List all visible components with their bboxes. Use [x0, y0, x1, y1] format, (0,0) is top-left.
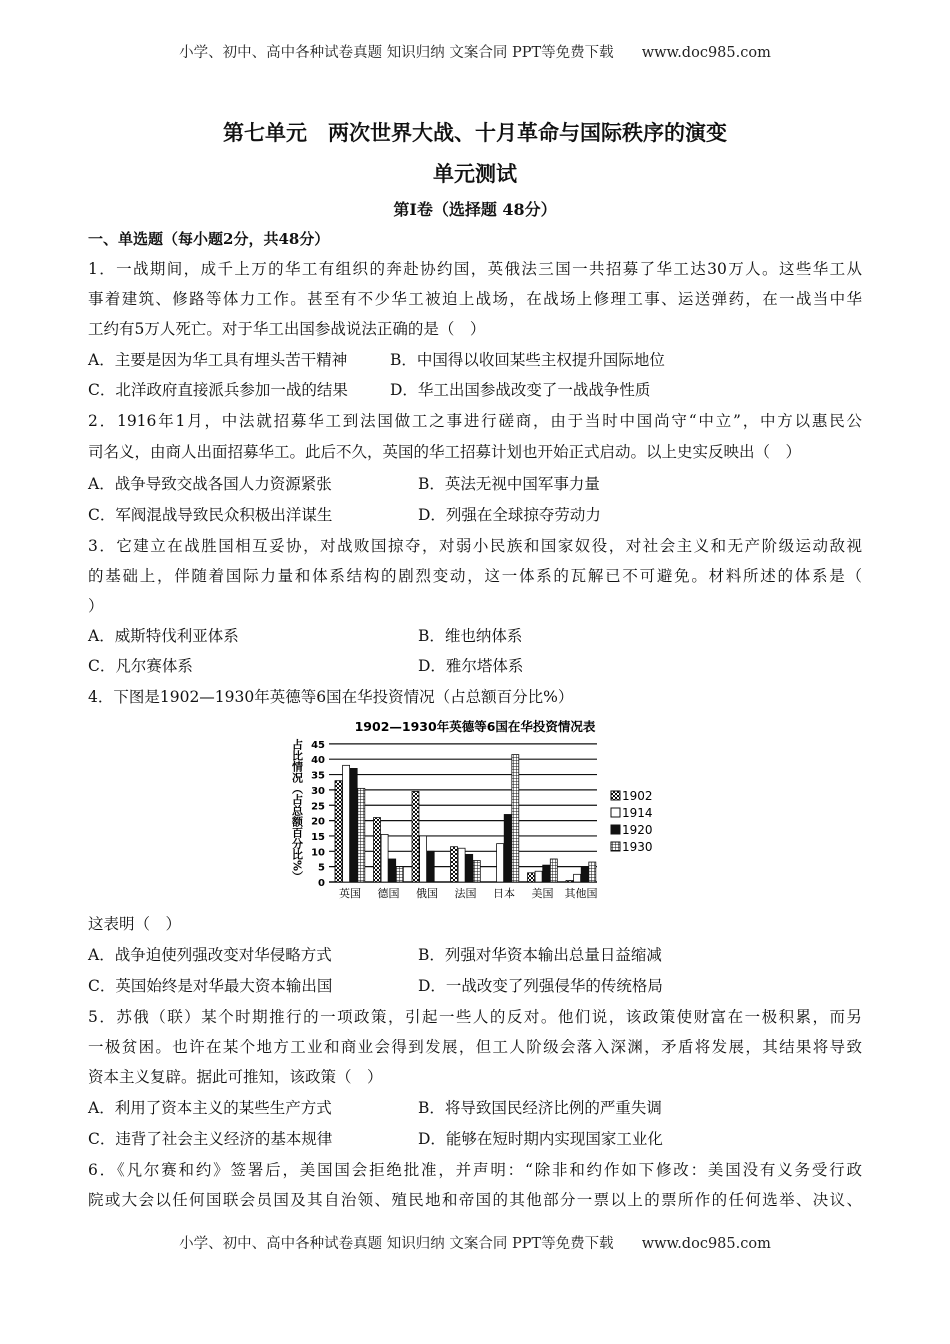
question-text: ） — [88, 597, 104, 615]
x-tick-label: 俄国 — [416, 887, 438, 900]
option-d[interactable]: D．列强在全球掠夺劳动力 — [418, 506, 601, 524]
option-c[interactable]: C．英国始终是对华最大资本输出国 — [88, 977, 333, 995]
bar-1930-日本 — [512, 755, 519, 882]
legend-label: 1902 — [622, 789, 653, 803]
bar-1920-法国 — [466, 854, 473, 882]
investment-bar-chart — [285, 715, 665, 905]
option-a[interactable]: A．利用了资本主义的某些生产方式 — [88, 1099, 332, 1117]
question-text: 司名义，由商人出面招募华工。此后不久，英国的华工招募计划也开始正式启动。以上史实反映出（ ） — [88, 443, 802, 461]
option-d[interactable]: D．能够在短时期内实现国家工业化 — [418, 1130, 663, 1148]
y-tick-label: 5 — [318, 862, 325, 874]
option-d[interactable]: D．一战改变了列强侵华的传统格局 — [418, 977, 663, 995]
bar-1920-俄国 — [427, 851, 434, 882]
page-header — [0, 41, 950, 62]
question-text: 2．1916年1月，中法就招募华工到法国做工之事进行磋商，由于当时中国尚守“中立”，中方以惠民公 — [88, 412, 862, 430]
bar-1902-其他国 — [566, 880, 573, 882]
bar-1930-其他国 — [589, 862, 596, 882]
section-heading: 一、单选题（每小题2分，共48分） — [88, 230, 330, 248]
footer-text: 小学、初中、高中各种试卷真题 知识归纳 文案合同 PPT等免费下载 — [179, 1236, 614, 1252]
bar-1930-德国 — [396, 867, 403, 882]
option-b[interactable]: B．维也纳体系 — [418, 627, 523, 645]
bar-1914-俄国 — [420, 836, 427, 882]
x-tick-label: 法国 — [454, 887, 477, 900]
legend-label: 1920 — [622, 823, 653, 837]
legend-swatch-1920 — [611, 825, 620, 834]
option-c[interactable]: C．违背了社会主义经济的基本规律 — [88, 1130, 333, 1148]
option-b[interactable]: B．列强对华资本输出总量日益缩减 — [418, 946, 662, 964]
bar-1920-英国 — [350, 768, 357, 882]
question-text: 资本主义复辟。据此可推知，该政策（ ） — [88, 1068, 383, 1086]
y-tick-label: 30 — [311, 785, 325, 797]
option-d[interactable]: D．雅尔塔体系 — [418, 657, 524, 675]
option-b[interactable]: B．英法无视中国军事力量 — [418, 475, 600, 493]
question-text: 院或大会以任何国联会员国及其自治领、殖民地和帝国的其他部分一票以上的票所作的任何选举、决议、 — [88, 1191, 862, 1209]
bar-1914-其他国 — [574, 874, 581, 882]
y-tick-label: 35 — [311, 770, 325, 782]
bar-1902-英国 — [335, 781, 342, 882]
option-b[interactable]: B．中国得以收回某些主权提升国际地位 — [390, 351, 665, 369]
question-text: 5．苏俄（联）某个时期推行的一项政策，引起一些人的反对。他们说，该政策使财富在一极积累，而另 — [88, 1008, 862, 1026]
option-c[interactable]: C．军阀混战导致民众积极出洋谋生 — [88, 506, 333, 524]
bar-1914-美国 — [535, 871, 542, 882]
legend-swatch-1914 — [611, 808, 620, 817]
bar-1902-美国 — [528, 873, 535, 882]
page-title: 第七单元 两次世界大战、十月革命与国际秩序的演变 — [223, 121, 727, 145]
bar-1930-英国 — [358, 788, 365, 882]
x-tick-label: 美国 — [531, 887, 554, 900]
option-a[interactable]: A．战争导致交战各国人力资源紧张 — [88, 475, 332, 493]
bar-1902-俄国 — [412, 791, 419, 882]
bar-1914-日本 — [497, 844, 504, 882]
option-d[interactable]: D．华工出国参战改变了一战战争性质 — [390, 381, 651, 399]
header-url[interactable]: www.doc985.com — [641, 45, 771, 61]
option-b[interactable]: B．将导致国民经济比例的严重失调 — [418, 1099, 662, 1117]
question-text: 3．它建立在战胜国相互妥协，对战败国掠夺，对弱小民族和国家奴役，对社会主义和无产阶级运动敌视 — [88, 537, 862, 555]
header-text: 小学、初中、高中各种试卷真题 知识归纳 文案合同 PPT等免费下载 — [179, 45, 614, 61]
question-text: 一极贫困。也许在某个地方工业和商业会得到发展，但工人阶级会落入深渊，矛盾将发展，其结果将导致 — [88, 1038, 862, 1056]
y-tick-label: 20 — [311, 816, 325, 828]
x-tick-label: 日本 — [493, 887, 515, 900]
footer-url[interactable]: www.doc985.com — [641, 1236, 771, 1252]
option-a[interactable]: A．主要是因为华工具有埋头苦干精神 — [88, 351, 348, 369]
page-footer — [0, 1232, 950, 1253]
y-tick-label: 10 — [311, 847, 325, 859]
page-subtitle: 单元测试 — [433, 162, 517, 186]
chart-ylabel: 占比情况（占总额百分比%） — [290, 739, 304, 883]
question-text: 事着建筑、修路等体力工作。甚至有不少华工被迫上战场，在战场上修理工事、运送弹药，在一战当中华 — [88, 290, 862, 308]
chart-title: 1902—1930年英德等6国在华投资情况表 — [354, 719, 596, 734]
question-text: 的基础上，伴随着国际力量和体系结构的剧烈变动，这一体系的瓦解已不可避免。材料所述的体系是（ — [88, 567, 862, 585]
bar-1920-德国 — [389, 859, 396, 882]
bar-1902-法国 — [451, 847, 458, 882]
question-text: 6．《凡尔赛和约》签署后，美国国会拒绝批准，并声明：“除非和约作如下修改：美国没有义务受行政 — [88, 1161, 862, 1179]
bar-1902-德国 — [374, 818, 381, 882]
question-text: 这表明（ ） — [88, 915, 182, 933]
bar-1930-美国 — [550, 859, 557, 882]
y-tick-label: 40 — [311, 755, 325, 767]
bar-1914-法国 — [458, 848, 465, 882]
option-a[interactable]: A．威斯特伐利亚体系 — [88, 627, 239, 645]
question-text: 4．下图是1902—1930年英德等6国在华投资情况（占总额百分比%） — [88, 688, 574, 706]
part-heading: 第Ⅰ卷（选择题 48分） — [393, 200, 557, 219]
y-tick-label: 25 — [311, 801, 325, 813]
bar-1920-美国 — [543, 865, 550, 882]
legend-label: 1930 — [622, 840, 653, 854]
option-a[interactable]: A．战争迫使列强改变对华侵略方式 — [88, 946, 332, 964]
y-tick-label: 45 — [311, 739, 325, 751]
y-tick-label: 15 — [311, 831, 325, 843]
legend-label: 1914 — [622, 806, 653, 820]
bar-1914-德国 — [381, 834, 388, 882]
x-tick-label: 英国 — [339, 887, 361, 900]
legend-swatch-1902 — [611, 791, 620, 800]
bar-1930-法国 — [473, 861, 480, 882]
option-c[interactable]: C．北洋政府直接派兵参加一战的结果 — [88, 381, 348, 399]
bar-1914-英国 — [343, 765, 350, 882]
legend-swatch-1930 — [611, 842, 620, 851]
x-tick-label: 德国 — [377, 887, 400, 900]
question-text: 工约有5万人死亡。对于华工出国参战说法正确的是（ ） — [88, 320, 486, 338]
bar-1920-其他国 — [581, 867, 588, 882]
bar-1920-日本 — [504, 814, 511, 882]
question-text: 1．一战期间，成千上万的华工有组织的奔赴协约国，英俄法三国一共招募了华工达30万人。这些华工从 — [88, 260, 862, 278]
option-c[interactable]: C．凡尔赛体系 — [88, 657, 193, 675]
x-tick-label: 其他国 — [564, 887, 598, 900]
y-tick-label: 0 — [318, 878, 325, 889]
